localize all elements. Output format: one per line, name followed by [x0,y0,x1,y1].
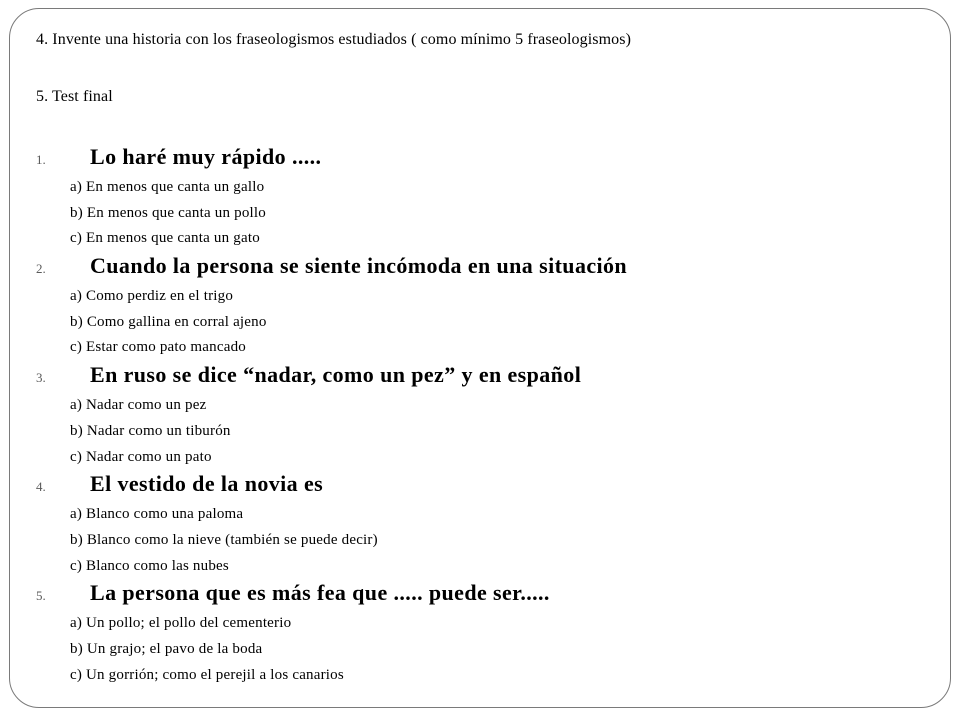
question-number: 2. [36,261,46,277]
question-header [36,144,916,176]
question-number: 4. [36,479,46,495]
question-header [36,580,916,612]
option-a: a) Como perdiz en el trigo [70,288,234,305]
option-b: b) Un grajo; el pavo de la boda [70,640,263,657]
question-number: 3. [36,370,46,386]
option-c: c) Nadar como un pato [70,448,212,465]
question-4 [36,471,916,580]
question-text: Cuando la persona se siente incómoda en una situación [90,253,628,279]
option-a: a) En menos que canta un gallo [70,179,265,195]
intro-item-4: 4. Invente una historia con los fraseologismos estudiados ( como mínimo 5 fraseologismos) [36,31,632,48]
question-text: La persona que es más fea que ..... puede ser..... [90,580,550,606]
question-header [36,471,916,503]
question-text: En ruso se dice “nadar, como un pez” y en español [90,362,582,388]
option-c: c) Blanco como las nubes [70,557,229,574]
question-list [36,144,916,689]
question-text: Lo haré muy rápido ..... [90,144,322,169]
question-header [36,253,916,285]
option-a: a) Nadar como un pez [70,397,207,414]
question-1 [36,144,916,253]
question-number: 1. [36,152,46,167]
option-b: b) Blanco como la nieve (también se puede decir) [70,531,378,548]
option-c: c) En menos que canta un gato [70,230,260,247]
question-header [36,362,916,394]
option-c: c) Estar como pato mancado [70,339,246,356]
intro-item-5: 5. Test final [36,88,113,105]
option-b: b) Nadar como un tiburón [70,422,231,439]
question-2 [36,253,916,362]
question-3 [36,362,916,471]
question-number: 5. [36,588,46,604]
option-c: c) Un gorrión; como el perejil a los canarios [70,666,344,683]
question-text: El vestido de la novia es [90,471,324,497]
question-5 [36,580,916,689]
option-a: a) Blanco como una paloma [70,506,244,523]
option-b: b) Como gallina en corral ajeno [70,313,267,330]
option-a: a) Un pollo; el pollo del cementerio [70,615,292,632]
option-b: b) En menos que canta un pollo [70,204,266,221]
